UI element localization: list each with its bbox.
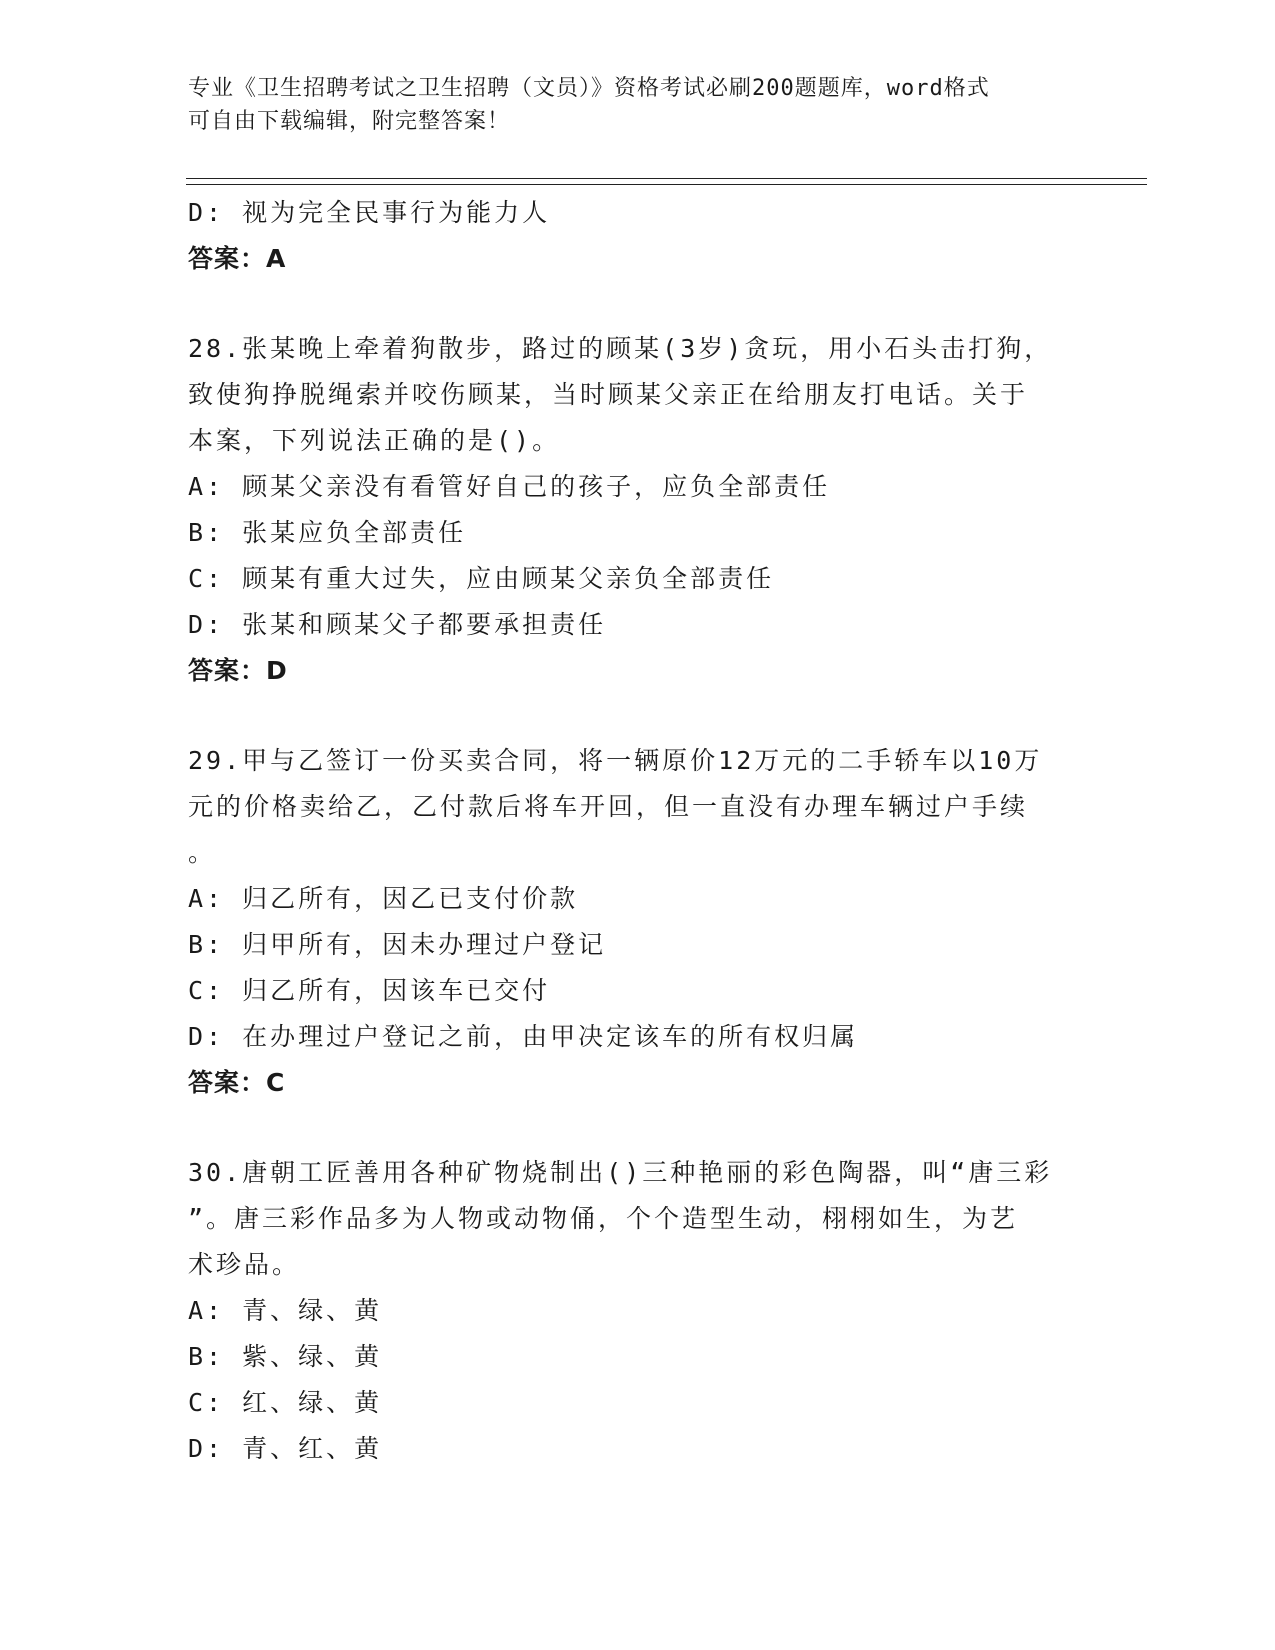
stem-line: 术珍品。 [188,1250,301,1279]
stem-line: 本案，下列说法正确的是()。 [188,426,561,455]
stem-line: 元的价格卖给乙，乙付款后将车开回，但一直没有办理车辆过户手续 [188,792,1029,821]
answer: 答案：C [188,1068,286,1097]
option-d: D: 张某和顾某父子都要承担责任 [188,610,607,639]
option-d: D: 青、红、黄 [188,1434,383,1463]
question-30-stem [188,1150,1078,1288]
option-a: A: 青、绿、黄 [188,1296,383,1325]
option-d-prev: D: 视为完全民事行为能力人 [188,198,551,227]
question-28 [188,326,1078,694]
option-a: A: 顾某父亲没有看管好自己的孩子，应负全部责任 [188,472,831,501]
question-content [188,190,1078,1472]
stem-line: ”。唐三彩作品多为人物或动物俑，个个造型生动，栩栩如生，为艺 [188,1204,1019,1233]
question-29 [188,738,1078,1106]
option-b: B: 张某应负全部责任 [188,518,467,547]
stem-line: 29.甲与乙签订一份买卖合同，将一辆原价12万元的二手轿车以10万 [188,746,1043,775]
stem-line: 28.张某晚上牵着狗散步，路过的顾某(3岁)贪玩，用小石头击打狗， [188,334,1053,363]
stem-line: 30.唐朝工匠善用各种矿物烧制出()三种艳丽的彩色陶器，叫“唐三彩 [188,1158,1053,1187]
stem-line: 。 [188,838,217,867]
option-c: C: 归乙所有，因该车已交付 [188,976,551,1005]
option-b: B: 紫、绿、黄 [188,1342,383,1371]
document-header [188,72,1068,138]
answer: 答案：D [188,656,288,685]
header-line-1: 专业《卫生招聘考试之卫生招聘（文员）》资格考试必刷200题题库，word格式 [188,76,990,101]
header-divider-bottom [186,184,1147,185]
header-divider-top [186,178,1147,179]
header-line-2: 可自由下载编辑，附完整答案！ [188,109,511,134]
question-28-stem [188,326,1078,464]
option-c: C: 红、绿、黄 [188,1388,383,1417]
option-c: C: 顾某有重大过失，应由顾某父亲负全部责任 [188,564,775,593]
option-d: D: 在办理过户登记之前，由甲决定该车的所有权归属 [188,1022,859,1051]
option-a: A: 归乙所有，因乙已支付价款 [188,884,579,913]
stem-line: 致使狗挣脱绳索并咬伤顾某，当时顾某父亲正在给朋友打电话。关于 [188,380,1029,409]
answer-prev: 答案：A [188,244,287,273]
question-29-stem [188,738,1078,876]
option-b: B: 归甲所有，因未办理过户登记 [188,930,607,959]
question-30 [188,1150,1078,1472]
